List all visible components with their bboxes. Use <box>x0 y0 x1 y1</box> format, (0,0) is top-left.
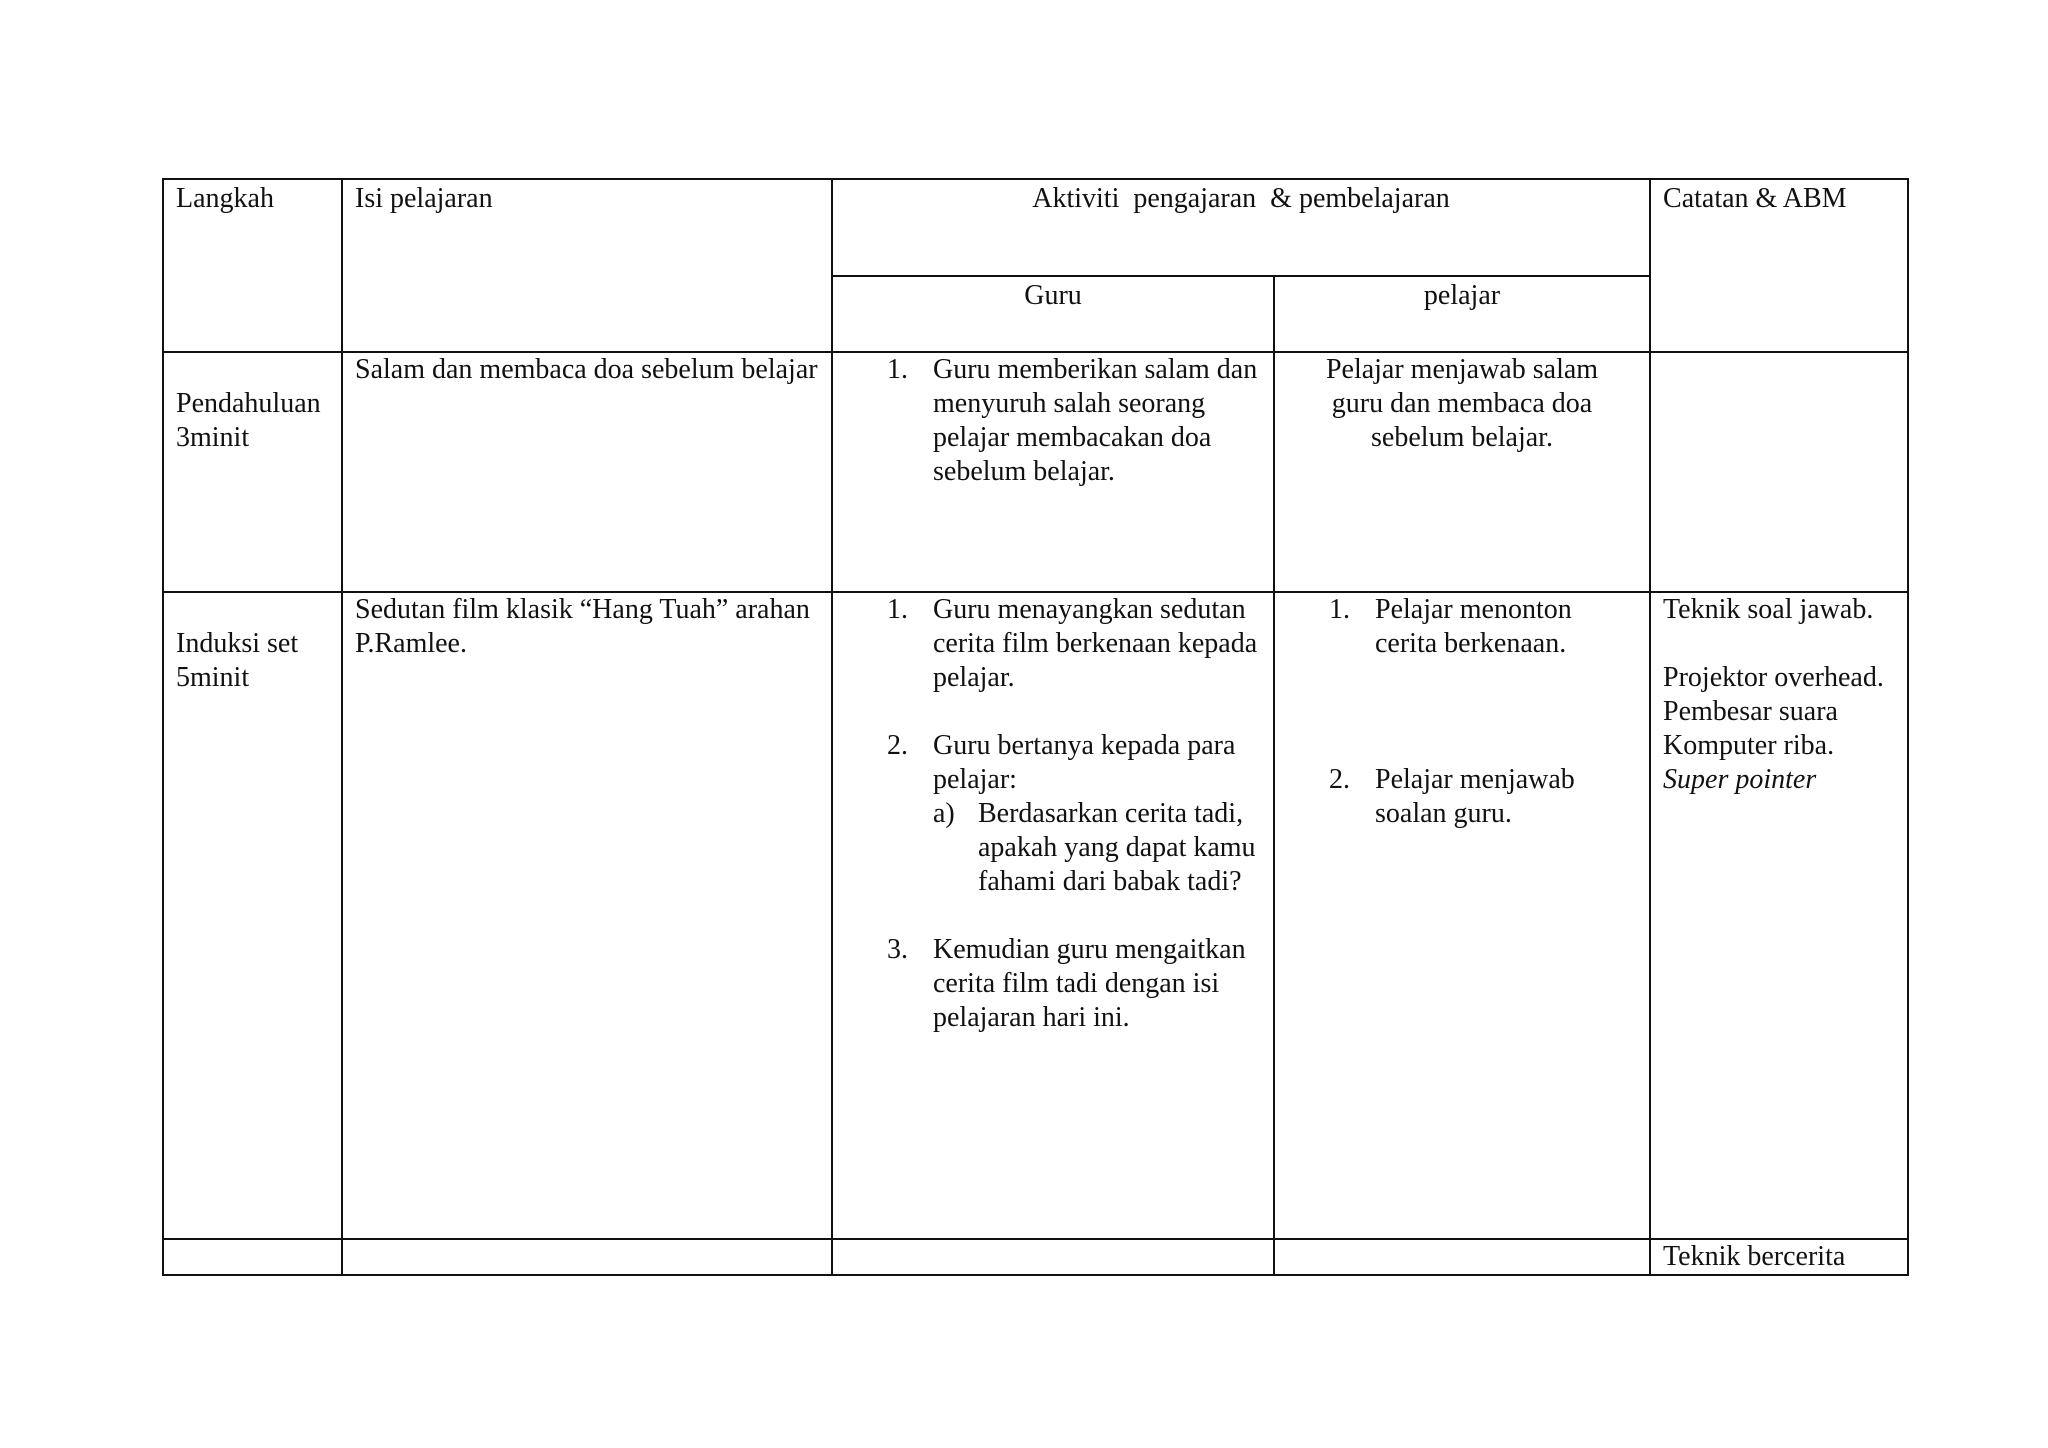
abm-item: Teknik soal jawab. <box>1663 594 1874 625</box>
header-pelajar <box>1274 276 1650 352</box>
langkah-cell <box>163 592 342 1239</box>
header-row <box>163 179 1908 276</box>
header-guru-label: Guru <box>1024 280 1082 311</box>
abm-item: Super pointer <box>1663 764 1817 795</box>
sub-list-letter: a) <box>933 798 955 829</box>
guru-cell <box>832 1239 1274 1275</box>
langkah-cell <box>163 352 342 592</box>
list-item <box>887 729 1261 899</box>
langkah-time: 5minit <box>176 662 250 693</box>
list-text: Pelajar menjawab soalan guru. <box>1375 764 1575 829</box>
list-number: 2. <box>887 730 908 761</box>
list-item <box>887 593 1261 695</box>
guru-cell <box>832 592 1274 1239</box>
abm-item: Projektor overhead. <box>1663 662 1884 693</box>
list-text: Guru menayangkan sedutan cerita film berkenaan kepada pelajar. <box>933 594 1258 693</box>
lesson-plan-table <box>162 178 1909 1276</box>
langkah-cell <box>163 1239 342 1275</box>
langkah-name: Pendahuluan <box>176 388 321 419</box>
header-catatan-label: Catatan & ABM <box>1663 183 1847 214</box>
list-number: 1. <box>1329 594 1350 625</box>
langkah-name: Induksi set <box>176 628 299 659</box>
pelajar-cell <box>1274 592 1650 1239</box>
guru-list <box>887 593 1261 1035</box>
langkah-time: 3minit <box>176 422 250 453</box>
isi-text: Salam dan membaca doa sebelum belajar <box>355 354 818 385</box>
sub-list-text: Berdasarkan cerita tadi, apakah yang dapat kamu fahami dari babak tadi? <box>978 798 1256 897</box>
list-item <box>887 933 1261 1035</box>
isi-cell <box>342 1239 832 1275</box>
header-langkah-label: Langkah <box>176 183 274 214</box>
list-item <box>1329 763 1637 831</box>
table-row <box>163 1239 1908 1275</box>
isi-text: Sedutan film klasik “Hang Tuah” arahan P.Ramlee. <box>355 594 810 659</box>
pelajar-cell <box>1274 1239 1650 1275</box>
guru-cell <box>832 352 1274 592</box>
list-text: Pelajar menonton cerita berkenaan. <box>1375 594 1572 659</box>
isi-cell <box>342 352 832 592</box>
header-aktiviti-label: Aktiviti pengajaran & pembelajaran <box>1032 183 1450 214</box>
list-item <box>887 353 1261 489</box>
list-item <box>1329 593 1637 661</box>
pelajar-cell <box>1274 352 1650 592</box>
list-number: 3. <box>887 934 908 965</box>
list-number: 1. <box>887 354 908 385</box>
header-guru <box>832 276 1274 352</box>
list-text: Guru bertanya kepada para pelajar: <box>933 730 1236 795</box>
header-catatan-abm <box>1650 179 1908 352</box>
header-aktiviti <box>832 179 1650 276</box>
catatan-cell <box>1650 1239 1908 1275</box>
abm-item: Teknik bercerita <box>1663 1241 1846 1272</box>
list-number: 2. <box>1329 764 1350 795</box>
guru-list <box>887 353 1261 489</box>
pelajar-text: Pelajar menjawab salam guru dan membaca doa sebelum belajar. <box>1325 354 1599 453</box>
table-row <box>163 592 1908 1239</box>
header-isi-label: Isi pelajaran <box>355 183 493 214</box>
header-isi-pelajaran <box>342 179 832 352</box>
sub-list-item <box>933 797 1261 899</box>
table-row <box>163 352 1908 592</box>
catatan-cell <box>1650 352 1908 592</box>
list-number: 1. <box>887 594 908 625</box>
isi-cell <box>342 592 832 1239</box>
pelajar-list <box>1329 593 1637 831</box>
list-text: Guru memberikan salam dan menyuruh salah seorang pelajar membacakan doa sebelum belajar. <box>933 354 1258 487</box>
catatan-cell <box>1650 592 1908 1239</box>
header-langkah <box>163 179 342 352</box>
abm-item: Komputer riba. <box>1663 730 1835 761</box>
list-text: Kemudian guru mengaitkan cerita film tadi dengan isi pelajaran hari ini. <box>933 934 1246 1033</box>
abm-item: Pembesar suara <box>1663 696 1838 727</box>
header-pelajar-label: pelajar <box>1423 280 1501 311</box>
